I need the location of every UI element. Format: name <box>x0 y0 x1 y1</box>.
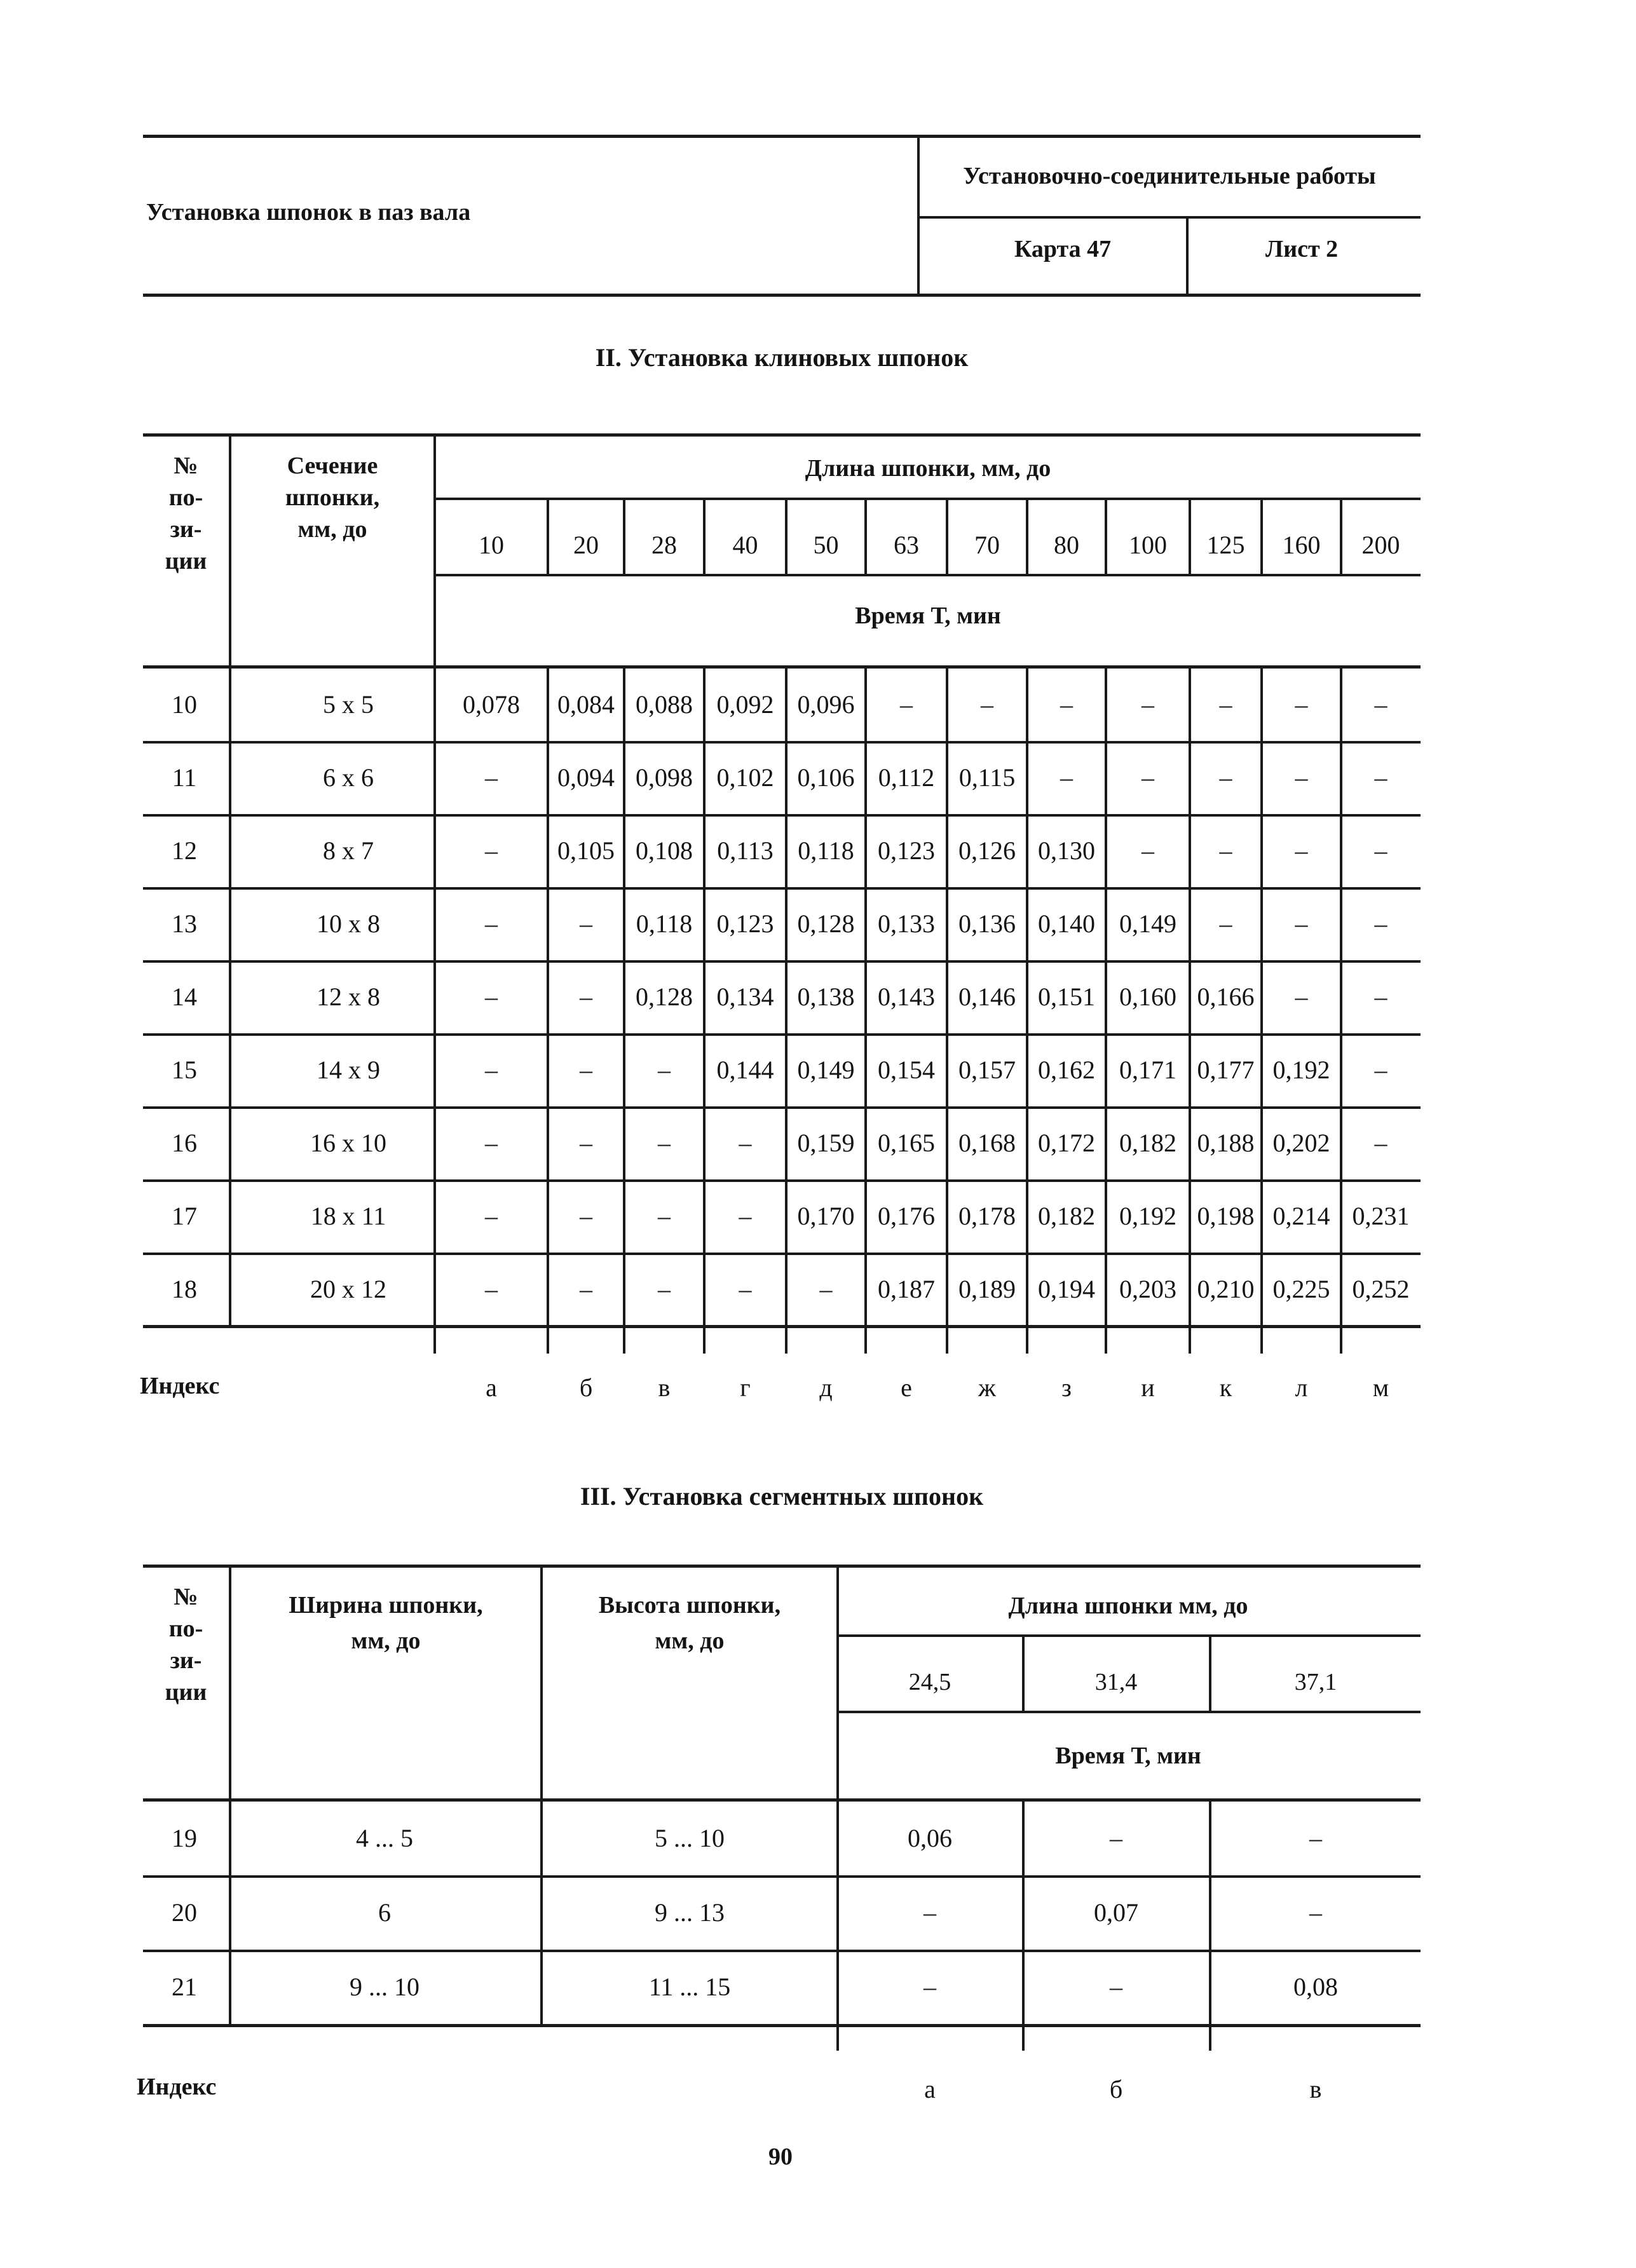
row-position: 21 <box>172 1972 197 2001</box>
time-value: 0,225 <box>1272 1274 1330 1303</box>
time-value: 0,252 <box>1352 1274 1410 1303</box>
header-section: Установочно-соединительные работы <box>963 163 1376 189</box>
row-section: 5 х 5 <box>323 689 374 719</box>
time-value: 0,154 <box>878 1055 935 1084</box>
time-value: – <box>580 982 592 1011</box>
time-value: 0,08 <box>1293 1972 1338 2001</box>
time-value: 0,157 <box>958 1055 1016 1084</box>
table2-time-header: Время Т, мин <box>855 602 1001 629</box>
row-position: 10 <box>172 689 197 719</box>
time-value: 0,170 <box>797 1201 855 1230</box>
time-value: – <box>1219 909 1232 938</box>
time-value: – <box>1374 982 1387 1011</box>
time-value: – <box>485 1128 498 1157</box>
time-value: – <box>1110 1823 1122 1852</box>
time-value: 0,113 <box>717 836 774 865</box>
table2-length-col: 10 <box>479 531 504 559</box>
time-value: 0,168 <box>958 1128 1016 1157</box>
time-value: – <box>1374 763 1387 792</box>
table3-height-header: Высота шпонки, мм, до <box>598 1592 781 1654</box>
row-position: 16 <box>172 1128 197 1157</box>
time-value: – <box>1219 689 1232 719</box>
table2-length-col: 50 <box>813 531 839 559</box>
time-value: – <box>1142 763 1154 792</box>
row-section: 12 х 8 <box>317 982 380 1011</box>
time-value: 0,192 <box>1272 1055 1330 1084</box>
time-value: – <box>1295 836 1308 865</box>
time-value: 0,166 <box>1197 982 1255 1011</box>
time-value: 0,094 <box>557 763 615 792</box>
time-value: 0,187 <box>878 1274 935 1303</box>
time-value: – <box>739 1201 752 1230</box>
index-letter: г <box>740 1373 751 1402</box>
index-letter: а <box>924 2075 936 2103</box>
table3-length-col: 31,4 <box>1094 1669 1138 1695</box>
row-position: 17 <box>172 1201 197 1230</box>
time-value: 0,118 <box>798 836 854 865</box>
time-value: – <box>1295 909 1308 938</box>
row-width: 6 <box>378 1898 391 1927</box>
table2-length-col: 63 <box>894 531 919 559</box>
time-value: 0,214 <box>1272 1201 1330 1230</box>
time-value: 0,138 <box>797 982 855 1011</box>
time-value: – <box>1219 763 1232 792</box>
time-value: 0,192 <box>1119 1201 1176 1230</box>
header-card: Карта 47 <box>1014 236 1112 262</box>
time-value: 0,202 <box>1272 1128 1330 1157</box>
time-value: 0,210 <box>1197 1274 1255 1303</box>
time-value: 0,126 <box>958 836 1016 865</box>
time-value: 0,078 <box>463 689 520 719</box>
row-position: 20 <box>172 1898 197 1927</box>
time-value: – <box>1309 1898 1322 1927</box>
index-letter: ж <box>978 1373 996 1402</box>
time-value: 0,140 <box>1038 909 1095 938</box>
time-value: 0,149 <box>797 1055 855 1084</box>
row-section: 16 х 10 <box>310 1128 386 1157</box>
time-value: 0,176 <box>878 1201 935 1230</box>
time-value: 0,096 <box>797 689 855 719</box>
time-value: – <box>1374 689 1387 719</box>
index-letter: л <box>1295 1373 1308 1402</box>
index-letter: в <box>1309 2075 1322 2103</box>
time-value: 0,144 <box>716 1055 774 1084</box>
time-value: 0,231 <box>1352 1201 1410 1230</box>
table2-length-col: 28 <box>651 531 677 559</box>
row-width: 9 ... 10 <box>350 1972 419 2001</box>
time-value: – <box>485 909 498 938</box>
time-value: – <box>1142 836 1154 865</box>
row-position: 19 <box>172 1823 197 1852</box>
time-value: – <box>1374 909 1387 938</box>
time-value: – <box>580 909 592 938</box>
time-value: 0,084 <box>557 689 615 719</box>
time-value: 0,130 <box>1038 836 1095 865</box>
row-height: 11 ... 15 <box>648 1972 731 2001</box>
row-position: 12 <box>172 836 197 865</box>
time-value: 0,182 <box>1119 1128 1176 1157</box>
page-number: 90 <box>768 2143 793 2170</box>
time-value: 0,160 <box>1119 982 1176 1011</box>
time-value: – <box>658 1055 671 1084</box>
time-value: 0,07 <box>1094 1898 1138 1927</box>
time-value: – <box>1374 836 1387 865</box>
time-value: 0,198 <box>1197 1201 1255 1230</box>
row-section: 8 х 7 <box>323 836 374 865</box>
table2-pos-header: № по- зи- ции <box>165 452 207 574</box>
time-value: 0,171 <box>1119 1055 1176 1084</box>
table2-index-label: Индекс <box>140 1373 220 1399</box>
time-value: – <box>1374 1128 1387 1157</box>
index-letter: к <box>1219 1373 1232 1402</box>
table3-length-col: 24,5 <box>908 1669 951 1695</box>
time-value: – <box>1110 1972 1122 2001</box>
row-height: 9 ... 13 <box>655 1898 725 1927</box>
table2-length-header: Длина шпонки, мм, до <box>805 455 1051 482</box>
time-value: – <box>819 1274 833 1303</box>
time-value: 0,102 <box>716 763 774 792</box>
time-value: – <box>1060 689 1073 719</box>
time-value: – <box>924 1898 936 1927</box>
time-value: 0,133 <box>878 909 935 938</box>
time-value: 0,123 <box>716 909 774 938</box>
row-position: 13 <box>172 909 197 938</box>
time-value: 0,112 <box>878 763 935 792</box>
index-letter: б <box>579 1373 593 1402</box>
time-value: 0,203 <box>1119 1274 1176 1303</box>
table3-time-header: Время Т, мин <box>1055 1742 1201 1769</box>
time-value: – <box>739 1274 752 1303</box>
row-section: 10 х 8 <box>317 909 380 938</box>
index-letter: и <box>1141 1373 1155 1402</box>
time-value: – <box>658 1128 671 1157</box>
time-value: – <box>1219 836 1232 865</box>
time-value: 0,165 <box>878 1128 935 1157</box>
time-value: 0,159 <box>797 1128 855 1157</box>
row-width: 4 ... 5 <box>356 1823 413 1852</box>
time-value: – <box>924 1972 936 2001</box>
time-value: 0,098 <box>636 763 693 792</box>
row-section: 14 х 9 <box>317 1055 380 1084</box>
time-value: 0,134 <box>716 982 774 1011</box>
time-value: – <box>658 1274 671 1303</box>
time-value: – <box>1060 763 1073 792</box>
time-value: 0,136 <box>958 909 1016 938</box>
time-value: 0,128 <box>636 982 693 1011</box>
time-value: 0,177 <box>1197 1055 1255 1084</box>
time-value: – <box>580 1201 592 1230</box>
time-value: 0,143 <box>878 982 935 1011</box>
row-section: 20 х 12 <box>310 1274 386 1303</box>
time-value: 0,172 <box>1038 1128 1095 1157</box>
time-value: 0,092 <box>716 689 774 719</box>
table2-title: II. Установка клиновых шпонок <box>595 343 969 372</box>
time-value: – <box>1374 1055 1387 1084</box>
time-value: 0,123 <box>878 836 935 865</box>
row-section: 18 х 11 <box>310 1201 386 1230</box>
time-value: 0,188 <box>1197 1128 1255 1157</box>
time-value: – <box>580 1128 592 1157</box>
time-value: – <box>658 1201 671 1230</box>
row-position: 15 <box>172 1055 197 1084</box>
time-value: 0,118 <box>636 909 693 938</box>
time-value: – <box>485 1201 498 1230</box>
table3-pos-header: № по- зи- ции <box>165 1584 207 1706</box>
table2-length-col: 70 <box>974 531 1000 559</box>
time-value: 0,108 <box>636 836 693 865</box>
row-section: 6 х 6 <box>323 763 374 792</box>
time-value: 0,178 <box>958 1201 1016 1230</box>
row-position: 14 <box>172 982 197 1011</box>
table2-length-col: 20 <box>573 531 599 559</box>
time-value: – <box>981 689 993 719</box>
time-value: 0,105 <box>557 836 615 865</box>
table2-length-col: 125 <box>1206 531 1245 559</box>
time-value: 0,151 <box>1038 982 1095 1011</box>
time-value: – <box>485 1055 498 1084</box>
time-value: – <box>1295 982 1308 1011</box>
time-value: – <box>580 1274 592 1303</box>
time-value: 0,162 <box>1038 1055 1095 1084</box>
index-letter: д <box>819 1373 833 1402</box>
table2-section-header: Сечение шпонки, мм, до <box>285 452 380 543</box>
time-value: – <box>485 1274 498 1303</box>
table2-length-col: 40 <box>732 531 758 559</box>
row-position: 11 <box>172 763 197 792</box>
index-letter: б <box>1109 2075 1123 2103</box>
time-value: – <box>1142 689 1154 719</box>
time-value: 0,146 <box>958 982 1016 1011</box>
time-value: 0,149 <box>1119 909 1176 938</box>
time-value: – <box>1295 763 1308 792</box>
time-value: 0,194 <box>1038 1274 1095 1303</box>
time-value: 0,128 <box>797 909 855 938</box>
index-letter: а <box>486 1373 497 1402</box>
time-value: – <box>1295 689 1308 719</box>
header-title: Установка шпонок в паз вала <box>146 199 471 226</box>
time-value: – <box>1309 1823 1322 1852</box>
index-letter: в <box>658 1373 671 1402</box>
time-value: 0,182 <box>1038 1201 1095 1230</box>
table3-length-header: Длина шпонки мм, до <box>1008 1592 1248 1619</box>
index-letter: е <box>901 1373 912 1402</box>
time-value: – <box>485 836 498 865</box>
table2-length-col: 80 <box>1054 531 1079 559</box>
row-position: 18 <box>172 1274 197 1303</box>
time-value: 0,06 <box>908 1823 952 1852</box>
time-value: 0,189 <box>958 1274 1016 1303</box>
row-height: 5 ... 10 <box>655 1823 725 1852</box>
header-sheet: Лист 2 <box>1265 236 1339 262</box>
time-value: 0,088 <box>636 689 693 719</box>
time-value: 0,106 <box>797 763 855 792</box>
table3-title: III. Установка сегментных шпонок <box>580 1482 984 1511</box>
time-value: – <box>485 763 498 792</box>
table3-width-header: Ширина шпонки, мм, до <box>289 1592 483 1654</box>
time-value: – <box>900 689 913 719</box>
table3-index-label: Индекс <box>137 2074 217 2100</box>
time-value: – <box>739 1128 752 1157</box>
index-letter: з <box>1061 1373 1072 1402</box>
table2-length-col: 200 <box>1361 531 1400 559</box>
time-value: – <box>580 1055 592 1084</box>
index-letter: м <box>1372 1373 1389 1402</box>
time-value: – <box>485 982 498 1011</box>
table3-length-col: 37,1 <box>1294 1669 1337 1695</box>
table2-length-col: 160 <box>1282 531 1321 559</box>
table2-length-col: 100 <box>1129 531 1167 559</box>
time-value: 0,115 <box>958 763 1016 792</box>
